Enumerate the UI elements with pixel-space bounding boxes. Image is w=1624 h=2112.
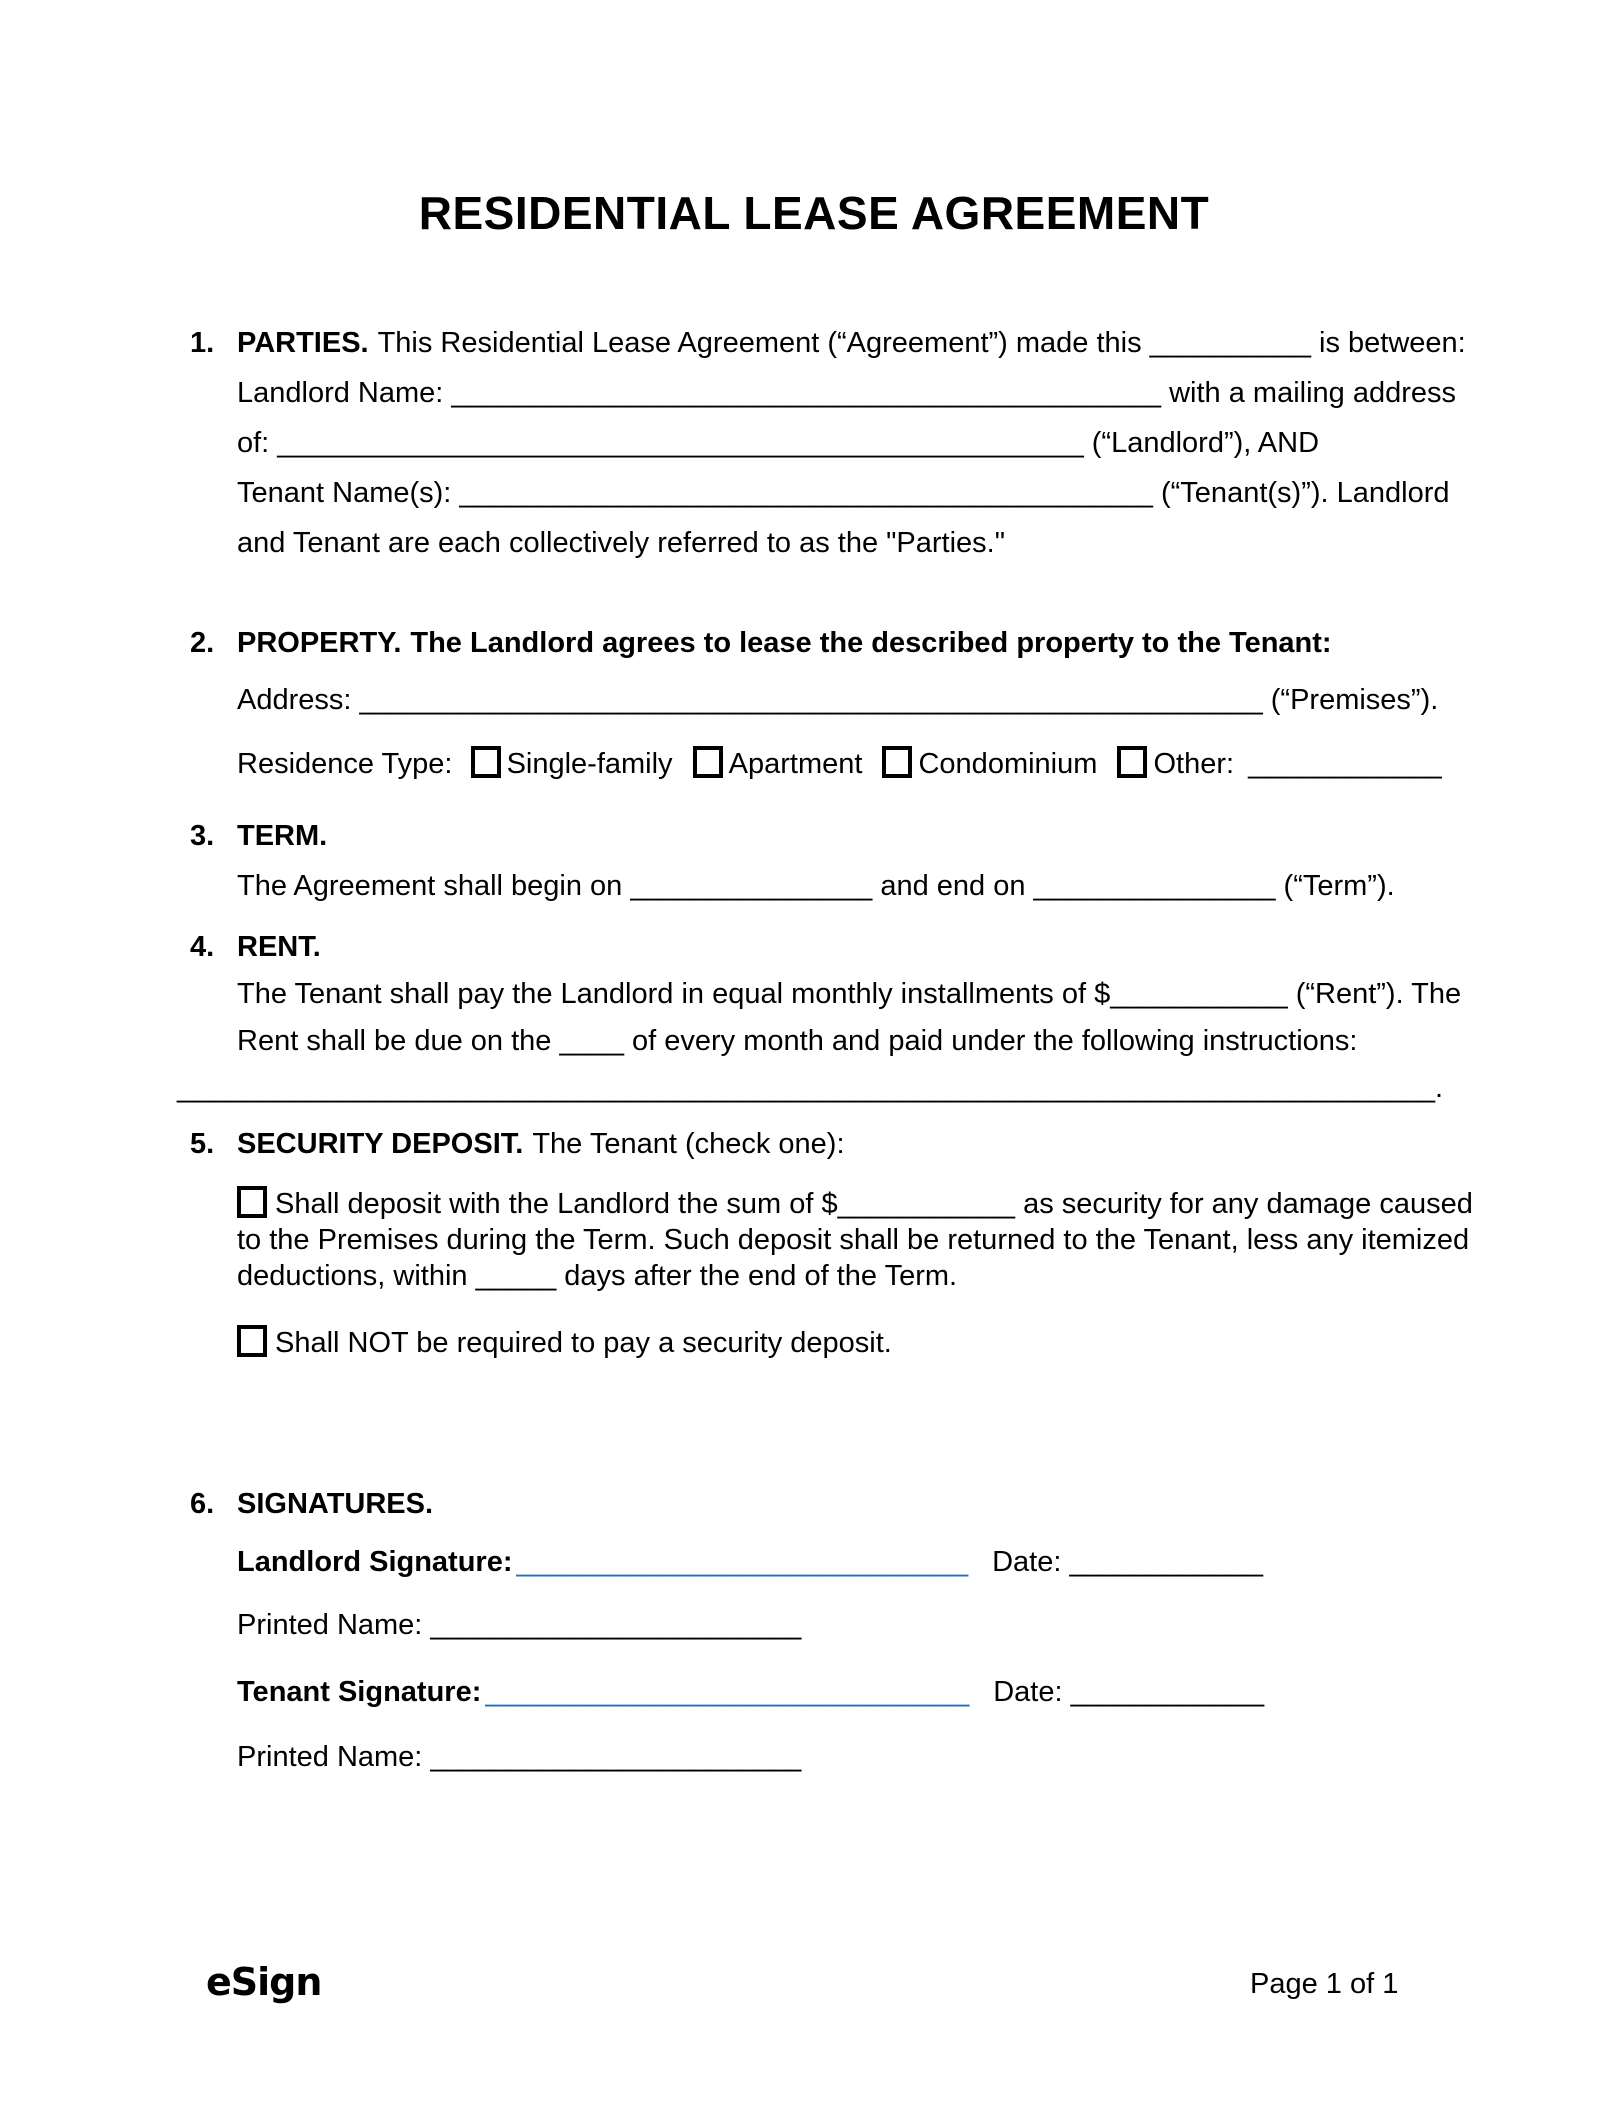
- parties-heading-line[interactable]: [237, 318, 1466, 368]
- deposit-option-1-line-2: to the Premises during the Term. Such deposit shall be returned to the Tenant, less any itemized: [237, 1224, 1470, 1256]
- section-body: [237, 318, 1466, 568]
- residence-type-line: [237, 732, 1442, 796]
- rent-due-line[interactable]: Rent shall be due on the ____ of every month and paid under the following instructions:: [237, 1025, 1358, 1057]
- section-number: 3.: [190, 820, 215, 852]
- tenant-printed-name-field[interactable]: _______________________: [430, 1741, 802, 1773]
- tenant-signature-label: Tenant Signature:: [237, 1676, 482, 1708]
- term-heading: TERM.: [237, 820, 328, 852]
- parties-intro-text: This Residential Lease Agreement (“Agreement”) made this __________ is between:: [377, 327, 1466, 359]
- landlord-name-line[interactable]: Landlord Name: ____________________________________________ with a mailing address: [237, 377, 1457, 409]
- section-parties: [190, 318, 1466, 568]
- section-body: [237, 811, 1438, 911]
- page-number: Page 1 of 1: [1250, 1968, 1399, 2000]
- option-condominium-label: Condominium: [918, 748, 1098, 780]
- section-body: [237, 618, 1442, 796]
- section-heading: PROPERTY.: [237, 627, 402, 659]
- section-number: 2.: [190, 627, 215, 659]
- deposit-option-1-line-3[interactable]: deductions, within _____ days after the end of the Term.: [237, 1260, 958, 1292]
- signatures-heading: SIGNATURES.: [237, 1488, 434, 1520]
- landlord-address-line[interactable]: of: __________________________________________________ (“Landlord”), AND: [237, 427, 1320, 459]
- checkbox-apartment[interactable]: [693, 746, 723, 778]
- property-intro-text: The Landlord agrees to lease the described property to the Tenant:: [410, 627, 1332, 659]
- section-rent: [177, 924, 1462, 1112]
- landlord-signature-row: [237, 1542, 1438, 1582]
- section-body: [237, 1119, 1473, 1365]
- rent-amount-line[interactable]: The Tenant shall pay the Landlord in equal monthly installments of $___________ (“Rent”). The: [237, 978, 1462, 1010]
- checkbox-single-family[interactable]: [471, 746, 501, 778]
- option-apartment-label: Apartment: [728, 748, 863, 780]
- parties-closing-line: and Tenant are each collectively referred to as the "Parties.": [237, 527, 1006, 559]
- section-number: 4.: [190, 931, 215, 963]
- option-single-family-label: Single-family: [506, 748, 673, 780]
- residence-type-label: Residence Type:: [237, 748, 453, 780]
- checkbox-no-deposit[interactable]: [237, 1325, 267, 1357]
- tenant-signature-field[interactable]: ______________________________: [485, 1676, 970, 1708]
- section-signatures: [190, 1479, 1438, 1777]
- checkbox-shall-deposit[interactable]: [237, 1186, 267, 1218]
- section-body: [237, 1479, 1438, 1777]
- tenant-printed-name-row: [237, 1737, 1438, 1777]
- property-address-line[interactable]: Address: ________________________________________________________ (“Premises”).: [237, 684, 1439, 716]
- date-label: Date:: [992, 1546, 1062, 1578]
- payment-instructions-blank[interactable]: ______________________________________________________________________________.: [177, 1072, 1444, 1104]
- printed-name-label: Printed Name:: [237, 1741, 423, 1773]
- section-number: 6.: [190, 1488, 215, 1520]
- option-other-label: Other:: [1153, 748, 1235, 780]
- esign-logo: eSign: [206, 1960, 322, 2004]
- page-title: RESIDENTIAL LEASE AGREEMENT: [418, 187, 1210, 239]
- section-number: 1.: [190, 327, 215, 359]
- landlord-printed-name-row: [237, 1605, 1438, 1645]
- landlord-date-field[interactable]: ____________: [1069, 1546, 1263, 1578]
- tenant-date-field[interactable]: ____________: [1070, 1676, 1265, 1708]
- deposit-option-2-text: Shall NOT be required to pay a security deposit.: [275, 1327, 892, 1359]
- landlord-printed-name-field[interactable]: _______________________: [430, 1609, 802, 1641]
- deposit-option-1-line-1: [237, 1186, 1473, 1222]
- deposit-option-1-text[interactable]: Shall deposit with the Landlord the sum of $___________ as security for any damage caused: [275, 1188, 1473, 1220]
- tenant-signature-row: [237, 1672, 1438, 1712]
- property-heading-line: [237, 618, 1442, 668]
- checkbox-condominium[interactable]: [882, 746, 912, 778]
- landlord-signature-label: Landlord Signature:: [237, 1546, 513, 1578]
- other-residence-blank[interactable]: ____________: [1248, 748, 1442, 780]
- deposit-option-1: [237, 1186, 1473, 1294]
- section-number: 5.: [190, 1128, 215, 1160]
- tenant-name-line[interactable]: Tenant Name(s): ___________________________________________ (“Tenant(s)”). Landlord: [237, 477, 1450, 509]
- term-dates-line[interactable]: The Agreement shall begin on _______________ and end on _______________ (“Term”).: [237, 870, 1395, 902]
- section-body: [177, 924, 1462, 1112]
- date-label: Date:: [993, 1676, 1063, 1708]
- security-deposit-heading-line: [237, 1119, 1473, 1169]
- printed-name-label: Printed Name:: [237, 1609, 423, 1641]
- checkbox-other[interactable]: [1117, 746, 1147, 778]
- security-deposit-intro-text: The Tenant (check one):: [532, 1128, 845, 1160]
- section-heading: PARTIES.: [237, 327, 369, 359]
- section-term: [190, 811, 1438, 911]
- section-heading: SECURITY DEPOSIT.: [237, 1128, 524, 1160]
- landlord-signature-field[interactable]: ____________________________: [516, 1546, 969, 1578]
- section-property: [190, 618, 1442, 796]
- deposit-option-2: [237, 1321, 1473, 1365]
- section-security-deposit: [190, 1119, 1473, 1365]
- rent-heading: RENT.: [237, 931, 321, 963]
